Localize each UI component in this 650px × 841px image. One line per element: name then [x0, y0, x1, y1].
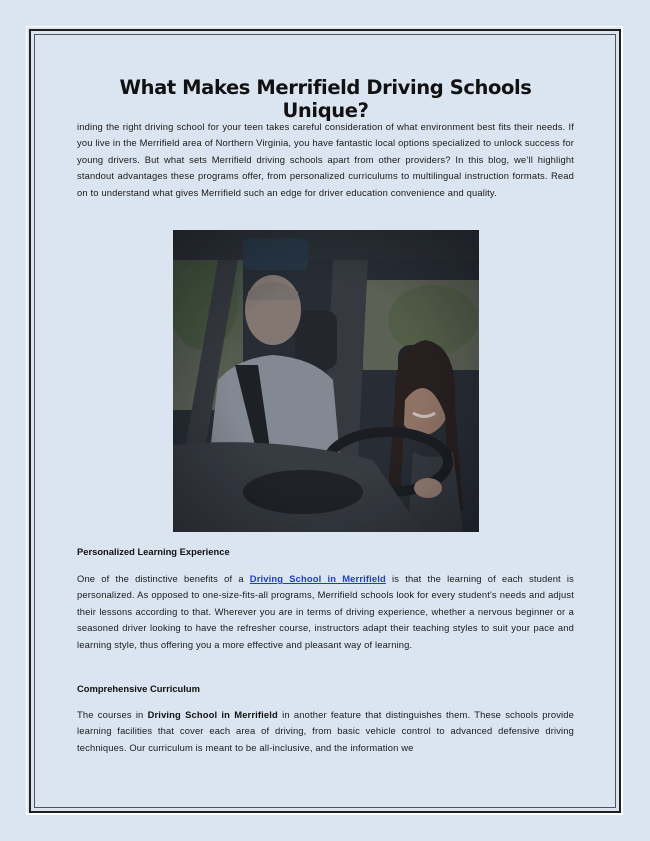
- bold-school-name: Driving School in Merrifield: [147, 709, 278, 720]
- paragraph-text: One of the distinctive benefits of a: [77, 573, 250, 584]
- photo-image-icon: [173, 230, 479, 532]
- paragraph-text: is that the learning of each student is personalized. As opposed to one-size-fits-all programs, Merrifield schools look for every student's needs and adjust their lessons according to that. Wherever you are in terms of driving experience, whether a nervous beginner or a seasoned driver looking to have the refresher course, instructors adapt their teaching styles to suit your pace and learning style, thus offering you a more effective and pleasant way of learning.: [77, 573, 574, 650]
- section-heading-personalized: Personalized Learning Experience: [77, 546, 230, 557]
- driving-lesson-photo: [173, 230, 479, 532]
- paragraph-text: in another feature that distinguishes them. These schools provide learning facilities that cover each area of driving, from basic vehicle control to advanced defensive driving techniques. Our curriculum is meant to be all-inclusive, and the information we: [77, 709, 575, 753]
- page-title: What Makes Merrifield Driving Schools Unique?: [119, 76, 532, 122]
- intro-paragraph: inding the right driving school for your teen takes careful consideration of what environment best fits their needs. If you live in the Merrifield area of Northern Virginia, you have fantastic local options specialized to unlock success for young drivers. But what sets Merrifield driving schools apart from other providers? In this blog, we’ll highlight standout advantages these programs offer, from personalized curriculums to multilingual instruction formats. Read on to understand what gives Merrifield such an edge for driver education convenience and quality.: [77, 121, 574, 198]
- section-heading-curriculum: Comprehensive Curriculum: [77, 683, 200, 694]
- section-paragraph-curriculum: [77, 707, 574, 756]
- paragraph-text: The courses in: [77, 709, 148, 720]
- driving-school-link[interactable]: Driving School in Merrifield: [249, 573, 386, 584]
- section-paragraph-personalized: [77, 571, 574, 653]
